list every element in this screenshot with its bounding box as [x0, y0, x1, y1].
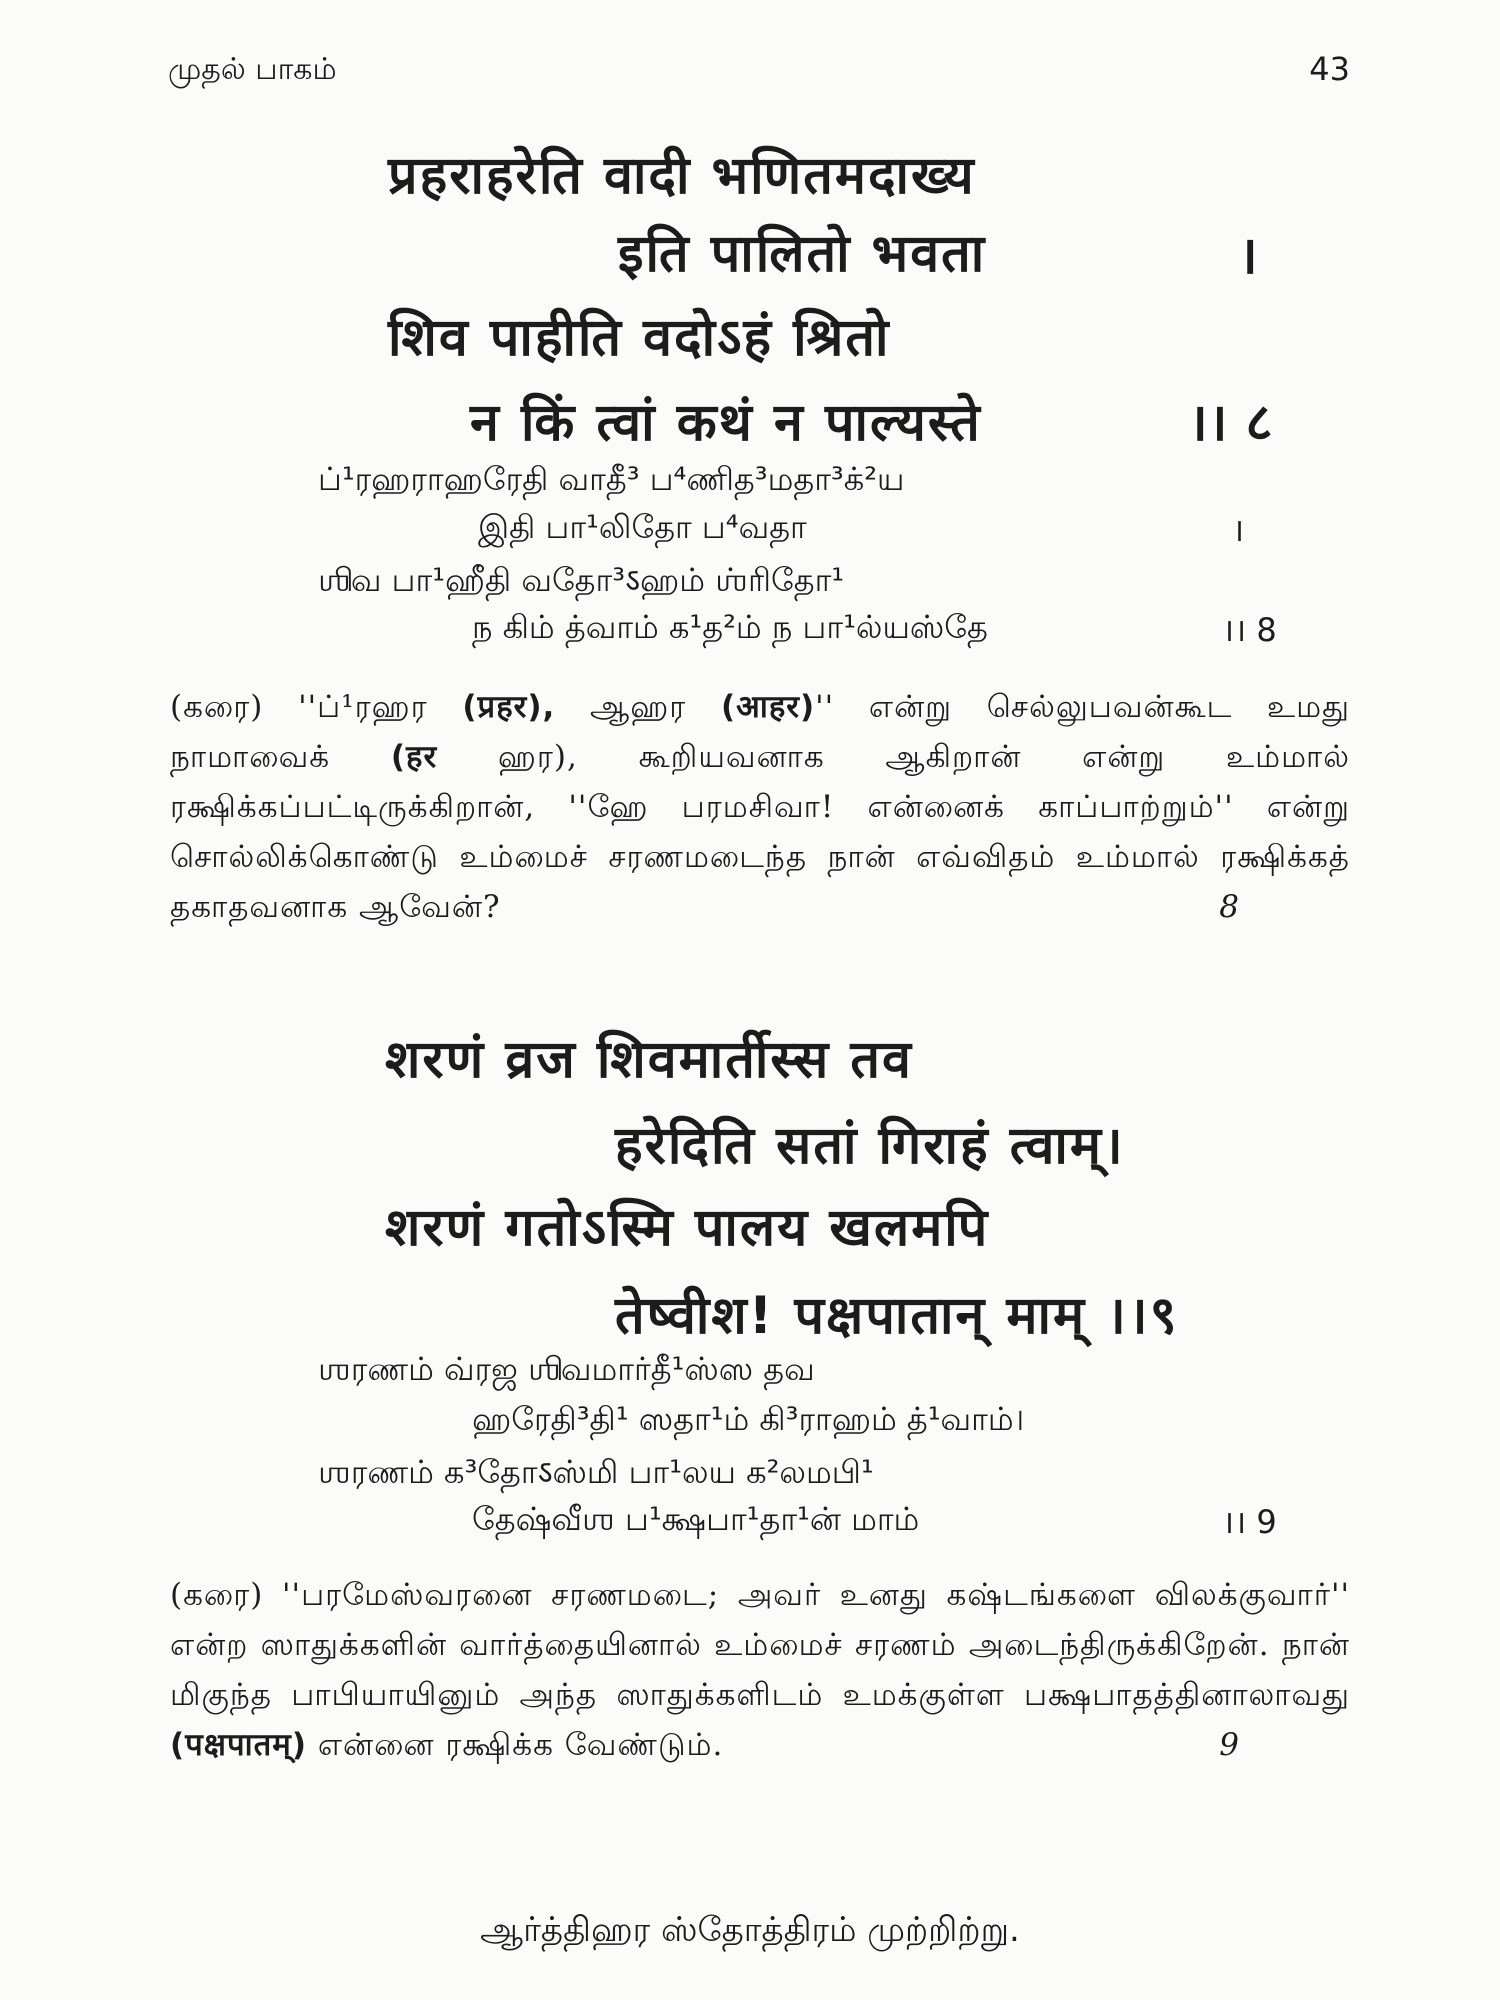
page-number: 43	[1309, 50, 1350, 88]
verse8-dev-line-1: प्रहराहरेति वादी भणितमदाख्य	[388, 146, 976, 206]
verse9-commentary-number: 9	[1219, 1727, 1240, 1763]
header-title: முதல் பாகம்	[168, 52, 337, 87]
verse9-tr-line-3: ஶரணம் க³தோऽஸ்மி பா¹லய க²லமபி¹	[318, 1453, 874, 1491]
verse9-dev-line-1: शरणं व्रज शिवमार्तीस्स तव	[385, 1030, 913, 1090]
verse8-dev-line-4: न किं त्वां कथं न पाल्यस्ते	[470, 393, 982, 453]
closing-line: ஆர்த்திஹர ஸ்தோத்திரம் முற்றிற்று.	[480, 1910, 1020, 1950]
verse9-commentary: (கரை) ''பரமேஸ்வரனை சரணமடை; அவர் உனது கஷ்டங்களை விலக்குவார்'' என்ற ஸாதுக்களின் வார்த்தையினால் உம்மைச் சரணம் அடைந்திருக்கிறேன். நான் மிகுந்த பாபியாயினும் அந்த ஸாதுக்களிடம் உமக்குள்ள பக்ஷபாதத்தினாலாவது (पक्षपातम्) என்னை ரக்ஷிக்க வேண்டும். 9	[170, 1570, 1350, 1770]
verse8-dev-line-2: इति पालितो भवता	[618, 224, 987, 284]
verse8-danda-1: ।	[1238, 226, 1258, 286]
verse8-tr-line-1: ப்¹ரஹராஹரேதி வாதீ³ ப⁴ணித³மதா³க்²ய	[318, 460, 905, 498]
verse9-dev-line-3: शरणं गतोऽस्मि पालय खलमपि	[385, 1198, 990, 1258]
verse8-tr-danda-1: ।	[1232, 511, 1245, 549]
verse9-tr-danda: ।। 9	[1222, 1503, 1277, 1541]
verse8-danda-2: ।। ८	[1188, 393, 1273, 453]
verse8-tr-line-3: ஶிவ பா¹ஹீதி வதோ³ऽஹம் ஶ்ரிதோ¹	[318, 561, 845, 599]
verse8-dev-line-3: शिव पाहीति वदोऽहं श्रितो	[388, 308, 891, 368]
verse8-tr-line-4: ந கிம் த்வாம் க¹த²ம் ந பா¹ல்யஸ்தே	[472, 608, 988, 646]
verse9-dev-line-4: तेष्वीश! पक्षपातान् माम् ।।९	[615, 1286, 1179, 1346]
verse8-commentary: (கரை) ''ப்¹ரஹர (प्रहर), ஆஹர (आहर)'' என்று செல்லுபவன்கூட உமது நாமாவைக் (हर ஹர), கூறியவனாக ஆகிறான் என்று உம்மால் ரக்ஷிக்கப்பட்டிருக்கிறான், ''ஹே பரமசிவா! என்னைக் காப்பாற்றும்'' என்று சொல்லிக்கொண்டு உம்மைச் சரணமடைந்த நான் எவ்விதம் உம்மால் ரக்ஷிக்கத் தகாதவனாக ஆவேன்? 8	[170, 682, 1350, 932]
verse8-commentary-number: 8	[1219, 889, 1240, 925]
verse9-dev-line-2: हरेदिति सतां गिराहं त्वाम्।	[615, 1116, 1125, 1176]
verse9-tr-line-1: ஶரணம் வ்ரஜ ஶிவமார்தீ¹ஸ்ஸ தவ	[318, 1350, 815, 1388]
verse8-tr-danda-2: ।। 8	[1222, 611, 1277, 649]
verse9-tr-line-4: தேஷ்வீஶ ப¹க்ஷபா¹தா¹ன் மாம்	[472, 1500, 920, 1538]
verse8-tr-line-2: இதி பா¹லிதோ ப⁴வதா	[478, 508, 807, 546]
verse9-tr-line-2: ஹரேதி³தி¹ ஸதா¹ம் கி³ராஹம் த்¹வாம்।	[472, 1400, 1025, 1438]
